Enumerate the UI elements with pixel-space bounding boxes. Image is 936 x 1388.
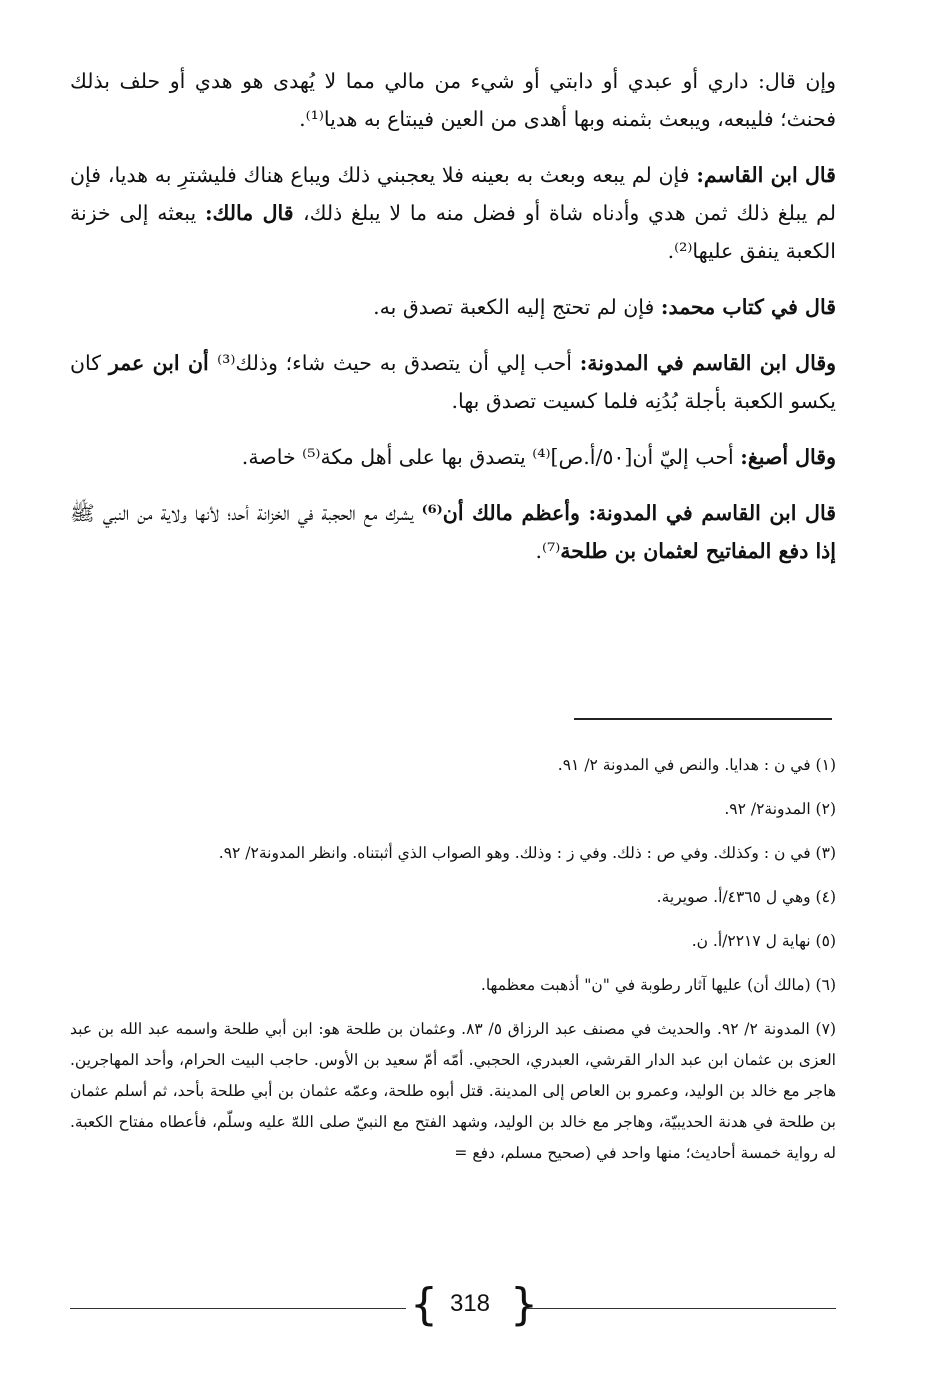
left-bracket-icon: { bbox=[410, 1279, 438, 1330]
paragraph-2 bbox=[70, 156, 836, 270]
speaker-label: قال ابن القاسم في المدونة: وأعظم مالك أن⁽⁶⁾ bbox=[421, 501, 836, 525]
paragraph-1 bbox=[70, 62, 836, 138]
footnote-2: (٢) المدونة٢/ ٩٢. bbox=[724, 800, 836, 818]
footer-rule-left bbox=[70, 1308, 406, 1309]
footnote-separator bbox=[574, 718, 832, 720]
footnote-7: (٧) المدونة ٢/ ٩٢. والحديث في مصنف عبد الرزاق ٥/ ٨٣. وعثمان بن طلحة هو: ابن أبي طلحة واسمه عبد الله بن عبد العزى بن عثمان ابن عبد الدار القرشي، العبدري، الحجبي. أمّه أمّ سعيد بن الأوس. حاجب البيت الحرام، وأحد المهاجرين. هاجر مع خالد بن الوليد، وعمرو بن العاص إلى المدينة. قتل أبوه طلحة، وعمّه عثمان بن أبي طلحة بأحد، ثم أسلم عثمان بن طلحة في هدنة الحديبيّة، وهاجر مع خالد بن الوليد، وشهد الفتح مع النبيّ صلى اللهّ عليه وسلّم، فأعطاه مفتاح الكعبة. له رواية خمسة أحاديث؛ منها واحد في (صحيح مسلم، دفع = bbox=[70, 1020, 836, 1162]
paragraph-text: أحب إليّ أن[٥٠/أ.ص]⁽⁴⁾ يتصدق بها على أهل مكة⁽⁵⁾ خاصة. bbox=[241, 445, 741, 469]
speaker-label: قال مالك: bbox=[204, 201, 303, 225]
paragraph-text: أحب إلي أن يتصدق به حيث شاء؛ وذلك⁽³⁾ bbox=[217, 351, 580, 375]
footnote-1: (١) في ن : هدايا. والنص في المدونة ٢/ ٩١. bbox=[557, 756, 836, 774]
speaker-label: إذا دفع المفاتيح لعثمان بن طلحة bbox=[560, 539, 836, 563]
footnotes bbox=[70, 750, 836, 1183]
paragraph-text: كان يكسو الكعبة بأجلة بُدُنِه فلما كسيت تصدق بها. bbox=[70, 351, 836, 413]
footnote-5: (٥) نهاية ل ٢٢١٧/أ. ن. bbox=[691, 932, 836, 950]
paragraph-3 bbox=[70, 288, 836, 326]
paragraph-5 bbox=[70, 438, 836, 476]
footer-rule-right bbox=[526, 1308, 836, 1309]
paragraph-4 bbox=[70, 344, 836, 420]
paragraph-text: فإن لم يبعه وبعث به بعينه فلا يعجبني ذلك ويباع هناك فليشترِ به هديا، فإن لم يبلغ ذلك ثمن هدي وأدناه شاة أو فضل منه ما لا يبلغ ذلك، bbox=[70, 163, 836, 225]
speaker-label: وقال ابن القاسم في المدونة: bbox=[579, 351, 837, 375]
speaker-label: قال في كتاب محمد: bbox=[660, 295, 836, 319]
footnote-4: (٤) وهي ل ٤٣٦٥/أ. صويرية. bbox=[656, 888, 836, 906]
speaker-label: أن ابن عمر bbox=[108, 351, 218, 375]
paragraph-text: يشرك مع الحجبة في الخزانة أحد؛ لأنها ولاية من النبي ﷺ bbox=[70, 501, 422, 525]
paragraph-text: ⁽⁷⁾. bbox=[535, 539, 561, 563]
paragraph-text: فإن لم تحتج إليه الكعبة تصدق به. bbox=[373, 295, 661, 319]
paragraph-text: وإن قال: داري أو عبدي أو دابتي أو شيء من مالي مما لا يُهدى هو هدي أو حلف بذلك فحنث؛ فليبعه، ويبعث بثمنه وبها أهدى من العين فيبتاع به هديا⁽¹⁾. bbox=[70, 69, 836, 131]
speaker-label: قال ابن القاسم: bbox=[696, 163, 836, 187]
page-footer bbox=[70, 1278, 836, 1338]
paragraph-text: يبعثه إلى خزنة الكعبة ينفق عليها⁽²⁾. bbox=[70, 201, 836, 263]
footnote-6: (٦) (مالك أن) عليها آثار رطوبة في "ن" أذهبت معظمها. bbox=[480, 976, 836, 994]
speaker-label: وقال أصبغ: bbox=[740, 445, 836, 469]
paragraph-6 bbox=[70, 494, 836, 570]
page-number: 318 bbox=[449, 1290, 491, 1317]
main-text bbox=[70, 62, 836, 588]
footnote-3: (٣) في ن : وكذلك. وفي ص : ذلك. وفي ز : وذلك. وهو الصواب الذي أثبتناه. وانظر المدونة٢/ ٩٢. bbox=[218, 844, 836, 862]
right-bracket-icon: } bbox=[510, 1279, 538, 1330]
